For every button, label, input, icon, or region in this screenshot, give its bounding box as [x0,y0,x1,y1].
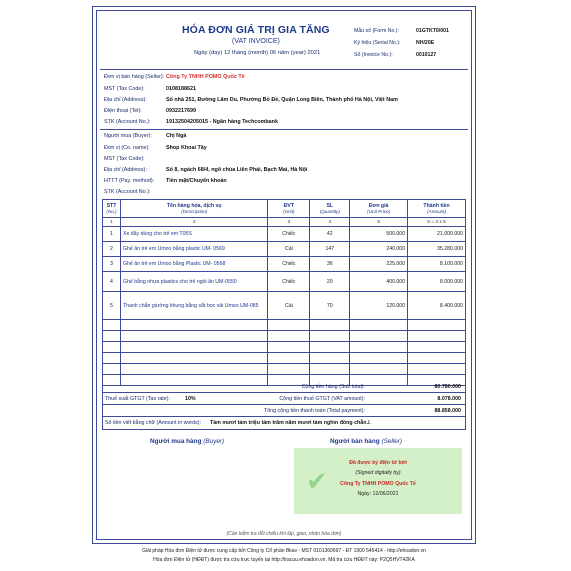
stamp-signed-sub: (Signed digitally by) [355,470,401,476]
vat-rate-label: Thuế suất GTGT (Tax rate): [105,396,170,402]
buyer-name: Chị Ngà [166,133,187,139]
table-row [103,272,466,292]
column-header: Tên hàng hóa, dịch vụ (Description) [120,200,267,218]
item-unit: Chiếc [268,257,310,272]
buyer-company-label: Đơn vị (Co. name): [104,145,150,151]
form-no-value: 01GTKT0/001 [416,28,449,34]
stamp-company: Công Ty TNHH POMO Quốc Tế [340,481,416,487]
invoice-no-value: 0010127 [416,52,437,58]
checkmark-icon: ✔ [306,466,328,496]
empty-row [103,353,466,364]
seller-account: 19132504205015 - Ngân hàng Techcombank [166,119,278,125]
invoice-no-label: Số (Invoice No.): [354,52,393,58]
item-price: 225.000 [350,257,408,272]
item-description: Thanh chắn giường khung bằng sắt bọc vải Umoo UM-085 [120,292,267,320]
item-qty: 20 [310,272,350,292]
item-no: 5 [103,292,121,320]
item-description: Xe đẩy dùng cho trẻ em T05S [120,227,267,242]
item-description: Ghế ăn trẻ em Umoo bằng Plastic UM- 0568 [120,257,267,272]
column-number: 5 [350,218,408,227]
seller-tax: 0108188621 [166,86,196,92]
column-header: STT (No.) [103,200,121,218]
digital-signature-stamp [294,448,462,514]
subtotal-row [102,381,466,393]
item-no: 2 [103,242,121,257]
form-no-row [354,28,449,34]
column-number: 3 [268,218,310,227]
item-unit: Chiếc [268,272,310,292]
seller-phone-label: Điện thoại (Tel): [104,108,142,114]
item-qty: 42 [310,227,350,242]
item-amount: 21.000.000 [408,227,466,242]
table-row [103,257,466,272]
buyer-company: Shop Khoai Tây [166,145,207,151]
buyer-payment-row [104,178,227,184]
footer-lookup: Hóa đơn Điện tử (HĐĐT) được tra cứu trực tuyến tại http://tracuu.ehoadon.vn. Mã tra cứu HĐĐT này: P2Q5HVT42KA [153,557,415,563]
total-value: 88.858.000 [434,408,461,414]
column-number: 2 [120,218,267,227]
column-header: SL (Quantity) [310,200,350,218]
table-header-row [103,200,466,218]
invoice-title: HÓA ĐƠN GIÁ TRỊ GIA TĂNG [182,24,330,36]
invoice-no-row [354,52,437,58]
vat-row [102,393,466,405]
seller-name-row [104,74,245,80]
item-price: 400.000 [350,272,408,292]
buyer-name-label: Người mua (Buyer): [104,133,152,139]
item-no: 1 [103,227,121,242]
buyer-tax-label: MST (Tax Code): [104,156,145,162]
item-unit: Cái [268,242,310,257]
column-number: 4 [310,218,350,227]
buyer-account-row [104,189,166,195]
subtotal-value: 80.780.000 [434,384,461,390]
seller-address: Số nhà 251, Đường Lâm Du, Phường Bồ Đề, Quận Long Biên, Thành phố Hà Nội, Việt Nam [166,97,398,103]
invoice-date: Ngày (day) 12 tháng (month) 06 năm (year) 2021 [194,50,321,56]
stamp-date: Ngày: 12/06/2021 [357,491,399,497]
buyer-tax-row [104,156,166,162]
item-amount: 8.100.000 [408,257,466,272]
serial-row [354,40,435,46]
invoice-subtitle: (VAT INVOICE) [232,38,280,45]
column-number-row [103,218,466,227]
seller-tax-row [104,86,196,92]
column-header: ĐVT (Unit) [268,200,310,218]
total-label: Tổng cộng tiền thanh toán (Total payment): [264,408,365,414]
item-qty: 70 [310,292,350,320]
buyer-address: Số 8, ngách 68/4, ngõ chùa Liên Phái, Bạch Mai, Hà Nội [166,167,308,173]
seller-name-label: Đơn vị bán hàng (Seller): [104,74,165,80]
item-no: 3 [103,257,121,272]
seller-phone: 0932217699 [166,108,196,114]
item-price: 500.000 [350,227,408,242]
item-price: 120.000 [350,292,408,320]
item-qty: 36 [310,257,350,272]
item-unit: Cái [268,292,310,320]
empty-row [103,364,466,375]
serial-label: Ký hiệu (Serial No.): [354,40,401,46]
empty-row [103,331,466,342]
vat-rate-value: 10% [185,396,196,402]
column-number: 1 [103,218,121,227]
seller-name: Công Ty TNHH POMO Quốc Tế [166,74,245,80]
empty-row [103,320,466,331]
buyer-signature-title: Người mua hàng (Buyer) [150,438,225,445]
seller-account-row [104,119,278,125]
footer-provider: Giải pháp Hóa đơn Điện tử được cung cấp bởi Công ty Cổ phần Bkav - MST 0101360697 - ĐT 1900 545414 - http://ehoadon.vn [142,548,426,554]
amount-words-value: Tám mươi tám triệu tám trăm năm mươi tám nghìn đồng chẵn./. [210,420,371,426]
divider [100,129,468,130]
table-row [103,242,466,257]
buyer-address-row [104,167,307,173]
empty-row [103,342,466,353]
column-header: Thành tiền (Amount) [408,200,466,218]
item-amount: 35.280.000 [408,242,466,257]
item-price: 240.000 [350,242,408,257]
buyer-address-label: Địa chỉ (Address): [104,167,147,173]
serial-value: NH/20E [416,40,435,46]
column-header: Đơn giá (Unit Price) [350,200,408,218]
buyer-account-label: STK (Account No.): [104,189,151,195]
column-number: 6 = 4 x 5 [408,218,466,227]
footer-note: (Cần kiểm tra đối chiếu khi lập, giao, nhận hóa đơn) [226,531,342,537]
item-no: 4 [103,272,121,292]
amount-words-row [102,417,466,430]
invoice-page [92,6,476,566]
total-row [102,405,466,417]
buyer-payment-label: HTTT (Pay. method): [104,178,155,184]
stamp-signed-label: Đã được ký điện tử bởi [349,460,407,466]
item-qty: 147 [310,242,350,257]
item-description: Ghế ăn trẻ em Umoo bằng plastic UM- 0569 [120,242,267,257]
item-unit: Chiếc [268,227,310,242]
seller-address-label: Địa chỉ (Address): [104,97,147,103]
item-amount: 8.000.000 [408,272,466,292]
vat-amount-value: 8.078.000 [437,396,461,402]
divider [100,69,468,70]
amount-words-label: Số tiền viết bằng chữ (Amount in words): [105,420,201,426]
table-row [103,292,466,320]
table-row [103,227,466,242]
buyer-name-row [104,133,186,139]
seller-tax-label: MST (Tax Code): [104,86,145,92]
seller-phone-row [104,108,196,114]
buyer-company-row [104,145,207,151]
vat-amount-label: Cộng tiền thuế GTGT (VAT amount): [279,396,365,402]
buyer-payment: Tiền mặt/Chuyển khoản [166,178,227,184]
seller-signature-title: Người bán hàng (Seller) [330,438,403,445]
item-description: Ghế bằng nhựa plastics cho trẻ ngồi ăn UM-0550 [120,272,267,292]
seller-account-label: STK (Account No.): [104,119,151,125]
item-amount: 8.400.000 [408,292,466,320]
subtotal-label: Cộng tiền hàng (Sub total): [301,384,365,390]
items-table [102,199,466,386]
form-no-label: Mẫu số (Form No.): [354,28,399,34]
seller-address-row [104,97,398,103]
